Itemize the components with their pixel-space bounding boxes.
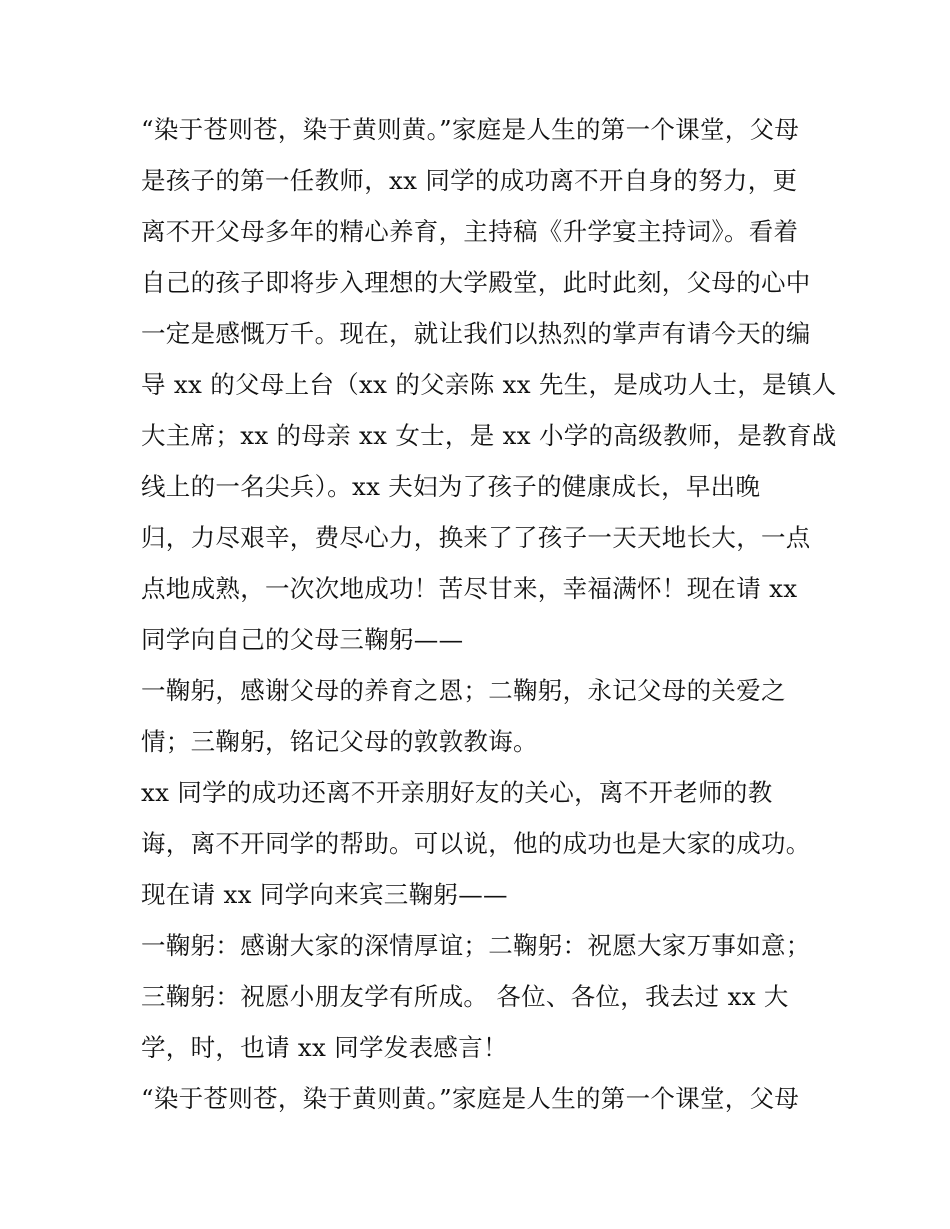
- text-line-14: xx 同学的成功还离不开亲朋好友的关心，离不开老师的教: [141, 778, 773, 807]
- text-line-2: 是孩子的第一任教师，xx 同学的成功离不开自身的努力，更: [141, 166, 798, 195]
- text-line-7: 大主席；xx 的母亲 xx 女士，是 xx 小学的高级教师，是教育战: [141, 421, 837, 450]
- text-line-17: 一鞠躬：感谢大家的深情厚谊；二鞠躬：祝愿大家万事如意；: [141, 931, 811, 960]
- text-line-9: 归，力尽艰辛，费尽心力，换来了了孩子一天天地长大，一点: [141, 523, 811, 552]
- text-line-20: “染于苍则苍，染于黄则黄。”家庭是人生的第一个课堂，父母: [141, 1084, 800, 1113]
- text-line-5: 一定是感慨万千。现在，就让我们以热烈的掌声有请今天的编: [141, 319, 811, 348]
- text-line-15: 诲，离不开同学的帮助。可以说，他的成功也是大家的成功。: [141, 829, 811, 858]
- text-line-12: 一鞠躬，感谢父母的养育之恩；二鞠躬，永记父母的关爱之: [141, 676, 786, 705]
- text-line-1: “染于苍则苍，染于黄则黄。”家庭是人生的第一个课堂，父母: [141, 115, 800, 144]
- text-line-13: 情；三鞠躬，铭记父母的敦敦教诲。: [141, 727, 538, 756]
- text-line-10: 点地成熟，一次次地成功！苦尽甘来，幸福满怀！现在请 xx: [141, 574, 798, 603]
- text-line-16: 现在请 xx 同学向来宾三鞠躬——: [141, 880, 508, 909]
- text-line-6: 导 xx 的父母上台（xx 的父亲陈 xx 先生，是成功人士，是镇人: [141, 370, 837, 399]
- text-line-4: 自己的孩子即将步入理想的大学殿堂，此时此刻，父母的心中: [141, 268, 811, 297]
- text-line-19: 学，时，也请 xx 同学发表感言！: [141, 1033, 508, 1062]
- text-line-11: 同学向自己的父母三鞠躬——: [141, 625, 464, 654]
- text-line-3: 离不开父母多年的精心养育，主持稿《升学宴主持词》。看着: [141, 217, 799, 246]
- text-line-8: 线上的一名尖兵）。xx 夫妇为了孩子的健康成长，早出晚: [141, 472, 761, 501]
- text-line-18: 三鞠躬：祝愿小朋友学有所成。 各位、各位，我去过 xx 大: [141, 982, 789, 1011]
